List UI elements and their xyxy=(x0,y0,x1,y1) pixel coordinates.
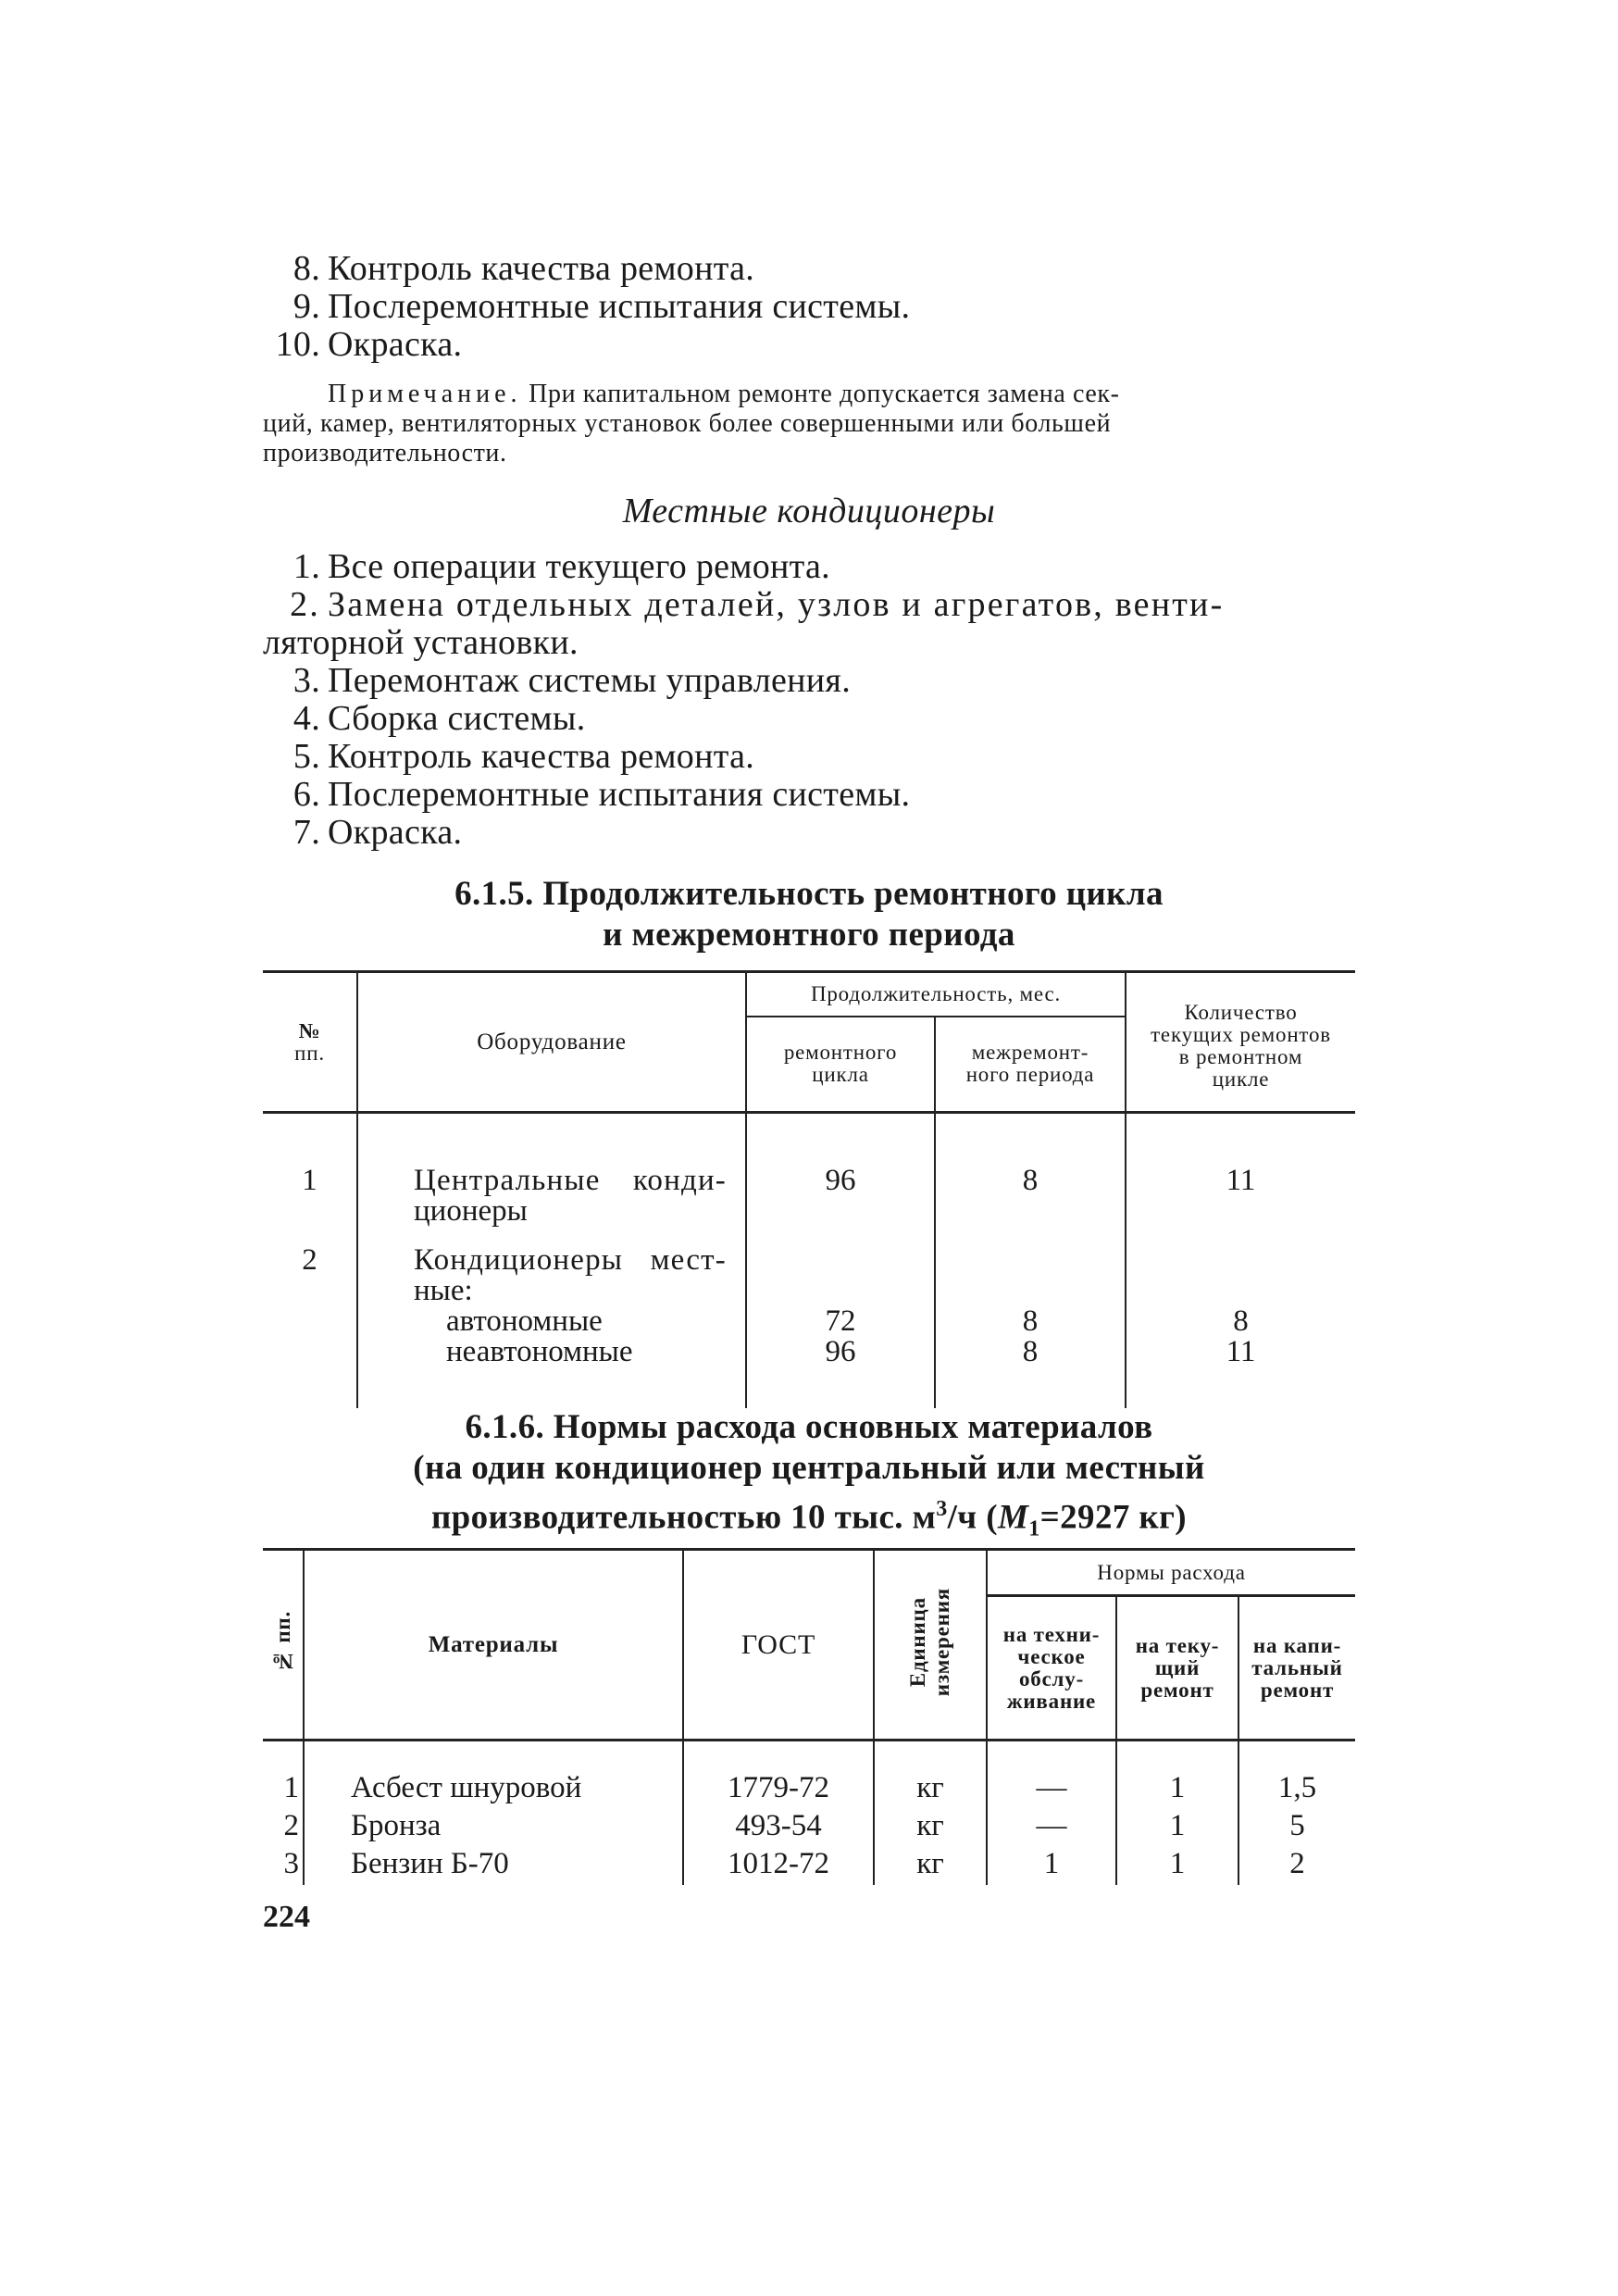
section-title-616: 6.1.6. Нормы расхода основных материалов (на один кондиционер центральный или местный производительностью 10 тыс. $м^3/ч$ ($М_1=2927$ кг) xyxy=(413,1408,1205,1541)
header-current-repairs: Количество текущих ремонтов в ремонтном цикле xyxy=(1126,972,1355,1113)
header-gost: ГОСТ xyxy=(683,1550,874,1741)
list-item: 6. Послеремонтные испытания системы. xyxy=(292,775,911,814)
header-cycle: ремонтного цикла xyxy=(746,1017,935,1113)
table-repair-cycle xyxy=(263,970,1355,1408)
header-duration: Продолжительность, мес. xyxy=(746,972,1126,1017)
header-unit: Единица измерения xyxy=(874,1550,987,1741)
table-row: 2 Бронза 493-54 кг — 1 5 xyxy=(263,1807,1355,1845)
list-local xyxy=(263,548,1355,852)
header-materials: Материалы xyxy=(304,1550,683,1741)
header-current-repair: на теку- щий ремонт xyxy=(1116,1596,1238,1741)
note-label: Примечание. xyxy=(328,380,522,408)
header-num: № пп. xyxy=(263,1550,304,1741)
list-top xyxy=(263,250,1355,364)
list-item: 5. Контроль качества ремонта. xyxy=(292,737,755,776)
list-item: 9. Послеремонтные испытания системы. xyxy=(292,287,911,326)
table-row: 1 Центральные конди- ционеры 96 8 11 xyxy=(263,1114,1355,1227)
table-row: 2 Кондиционеры мест- ные: xyxy=(263,1227,1355,1306)
header-capital-repair: на капи- тальный ремонт xyxy=(1238,1596,1355,1741)
table-row: автономные 72 8 8 xyxy=(263,1306,1355,1337)
header-norms: Нормы расхода xyxy=(987,1550,1355,1596)
table-material-norms xyxy=(263,1548,1355,1885)
list-item-continuation: ляторной установки. xyxy=(263,623,579,662)
list-item: 1. Все операции текущего ремонта. xyxy=(292,547,830,586)
subheading: Местные кондиционеры xyxy=(622,492,996,530)
header-num: № пп. xyxy=(263,972,357,1113)
list-item: 4. Сборка системы. xyxy=(292,699,586,738)
list-item: 7. Окраска. xyxy=(292,813,463,852)
header-equipment: Оборудование xyxy=(357,972,746,1113)
page-number: 224 xyxy=(263,1900,310,1934)
list-item: 8. Контроль качества ремонта. xyxy=(292,249,755,288)
table-row: 3 Бензин Б-70 1012-72 кг 1 1 2 xyxy=(263,1845,1355,1885)
table-row: неавтономные 96 8 11 xyxy=(263,1337,1355,1408)
list-item: 3. Перемонтаж системы управления. xyxy=(292,661,851,700)
header-tech-service: на техни- ческое обслу- живание xyxy=(987,1596,1116,1741)
list-item: 10. Окраска. xyxy=(275,325,463,364)
header-period: межремонт- ного периода xyxy=(935,1017,1126,1113)
note-paragraph: Примечание. При капитальном ремонте допускается замена сек- ций, камер, вентиляторных установок более совершенными или большей производительности. xyxy=(263,380,1120,468)
table-row: 1 Асбест шнуровой 1779-72 кг — 1 1,5 xyxy=(263,1741,1355,1807)
section-title-615: 6.1.5. Продолжительность ремонтного цикла и межремонтного периода xyxy=(454,875,1164,954)
list-item: 2. Замена отдельных деталей, узлов и агрегатов, венти- xyxy=(290,585,1225,624)
